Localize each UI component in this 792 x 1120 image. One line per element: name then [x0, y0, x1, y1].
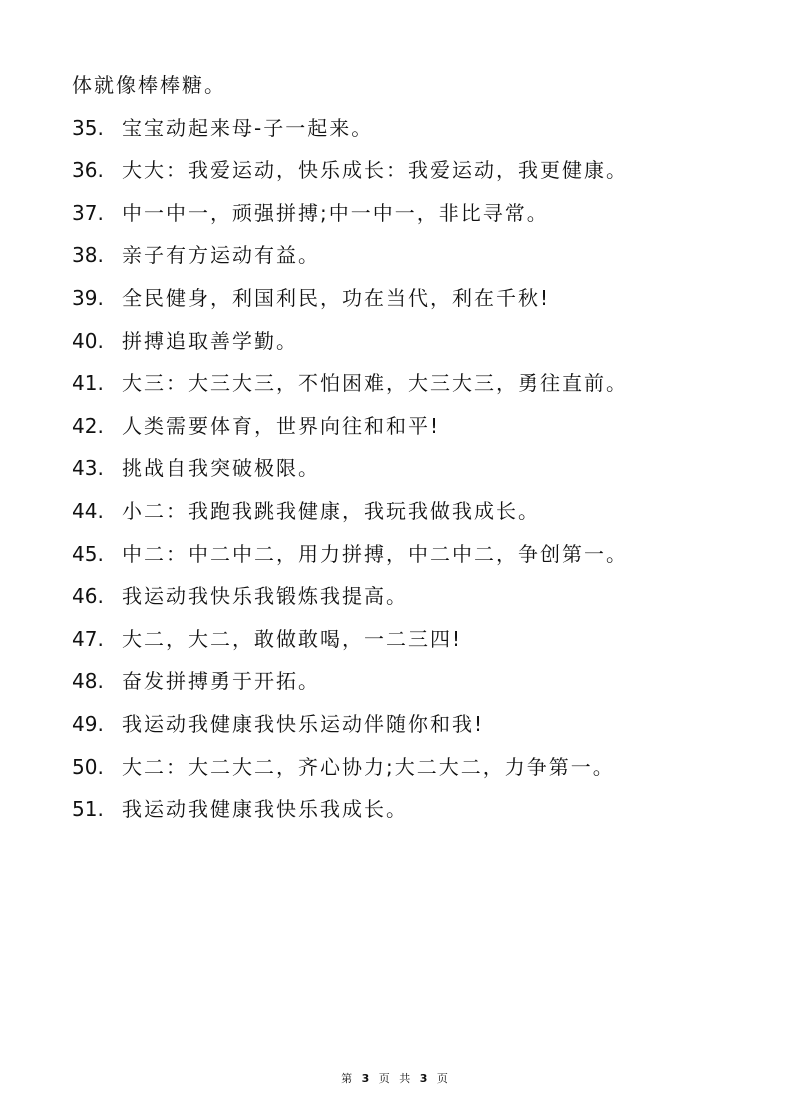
item-number: 47. — [72, 626, 104, 651]
continuation-line: 体就像棒棒糖。 — [72, 73, 226, 97]
list-item — [72, 703, 752, 746]
footer-total-pages: 3 — [419, 1072, 431, 1085]
item-number: 38. — [72, 243, 104, 268]
item-text: 大二：大二大二，齐心协力;大二大二，力争第一。 — [122, 754, 615, 779]
list-item — [72, 362, 752, 405]
item-number: 37. — [72, 200, 104, 225]
item-text: 大三：大三大三，不怕困难，大三大三，勇往直前。 — [122, 371, 628, 396]
list-item — [72, 447, 752, 490]
footer-prefix: 第 — [341, 1072, 356, 1085]
page-footer — [0, 1070, 792, 1086]
item-text: 小二：我跑我跳我健康，我玩我做我成长。 — [122, 498, 540, 523]
list-item — [72, 490, 752, 533]
item-number: 45. — [72, 541, 104, 566]
item-number: 42. — [72, 413, 104, 438]
footer-middle: 页 共 — [378, 1072, 414, 1085]
list-item — [72, 746, 752, 789]
item-text: 奋发拼搏勇于开拓。 — [122, 669, 320, 694]
item-number: 46. — [72, 584, 104, 609]
list-item — [72, 192, 752, 235]
item-text: 中一中一，顽强拼搏;中一中一，非比寻常。 — [122, 200, 549, 225]
item-text: 中二：中二中二，用力拼搏，中二中二，争创第一。 — [122, 541, 628, 566]
item-number: 50. — [72, 754, 104, 779]
slogan-list — [72, 64, 752, 831]
list-item — [72, 405, 752, 448]
list-item — [72, 277, 752, 320]
list-item — [72, 533, 752, 576]
list-item — [72, 320, 752, 363]
item-number: 48. — [72, 669, 104, 694]
footer-current-page: 3 — [361, 1072, 373, 1085]
item-text: 宝宝动起来母-子一起来。 — [122, 115, 374, 140]
item-text: 亲子有方运动有益。 — [122, 243, 320, 268]
list-item — [72, 234, 752, 277]
list-item — [72, 575, 752, 618]
item-text: 我运动我健康我快乐运动伴随你和我! — [122, 711, 485, 736]
item-number: 35. — [72, 115, 104, 140]
list-item — [72, 107, 752, 150]
item-text: 大二，大二，敢做敢喝，一二三四! — [122, 626, 463, 651]
item-number: 41. — [72, 371, 104, 396]
item-text: 挑战自我突破极限。 — [122, 456, 320, 481]
item-text: 大大：我爱运动，快乐成长：我爱运动，我更健康。 — [122, 158, 628, 183]
item-text: 全民健身，利国利民，功在当代，利在千秋! — [122, 285, 551, 310]
item-text: 我运动我快乐我锻炼我提高。 — [122, 584, 408, 609]
list-item — [72, 660, 752, 703]
item-number: 44. — [72, 498, 104, 523]
item-text: 拼搏追取善学勤。 — [122, 328, 298, 353]
list-item — [72, 149, 752, 192]
item-number: 36. — [72, 158, 104, 183]
item-number: 40. — [72, 328, 104, 353]
item-text: 我运动我健康我快乐我成长。 — [122, 797, 408, 822]
item-number: 39. — [72, 285, 104, 310]
item-text: 人类需要体育，世界向往和和平! — [122, 413, 441, 438]
list-item — [72, 788, 752, 831]
item-number: 49. — [72, 711, 104, 736]
item-number: 51. — [72, 797, 104, 822]
item-number: 43. — [72, 456, 104, 481]
footer-suffix: 页 — [436, 1072, 451, 1085]
list-item — [72, 618, 752, 661]
